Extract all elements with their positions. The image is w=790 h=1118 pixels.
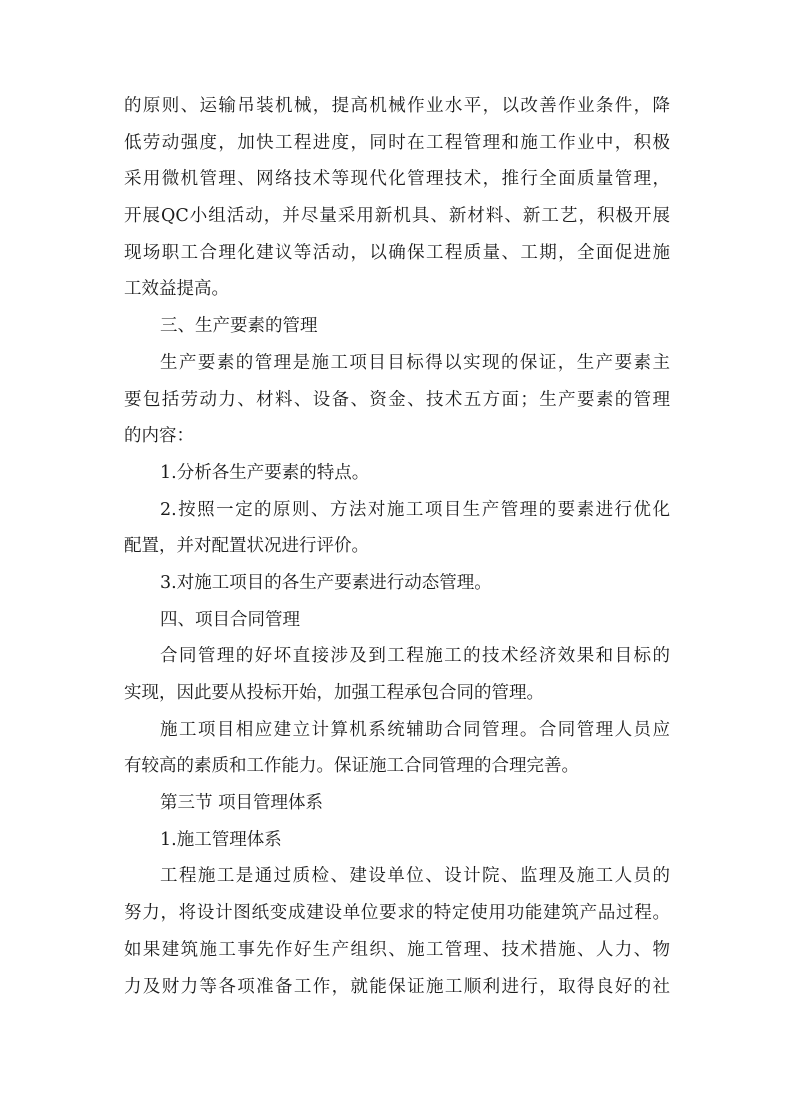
section-heading: 四、项目合同管理 <box>160 609 300 630</box>
text-line: 现场职工合理化建议等活动，以确保工程质量、工期，全面促进施 <box>124 242 670 263</box>
text-line: 的内容： <box>124 426 194 447</box>
list-item: 1.分析各生产要素的特点。 <box>160 462 370 483</box>
text-line: 低劳动强度，加快工程进度，同时在工程管理和施工作业中，积极 <box>124 132 670 153</box>
text-line: 的原则、运输吊装机械，提高机械作业水平，以改善作业条件，降 <box>124 96 670 116</box>
text-line: 配置，并对配置状况进行评价。 <box>124 536 369 557</box>
text-line: 努力，将设计图纸变成建设单位要求的特定使用功能建筑产品过程。 <box>124 903 670 924</box>
text-line: 施工项目相应建立计算机系统辅助合同管理。合同管理人员应 <box>160 719 670 740</box>
text-line: 要包括劳动力、材料、设备、资金、技术五方面；生产要素的管理 <box>124 389 670 410</box>
text-line: 有较高的素质和工作能力。保证施工合同管理的合理完善。 <box>124 756 579 777</box>
subsection-heading: 1.施工管理体系 <box>160 829 282 850</box>
text-line: 开展QC小组活动，并尽量采用新机具、新材料、新工艺，积极开展 <box>124 206 670 227</box>
text-line: 工效益提高。 <box>124 279 229 300</box>
text-line: 采用微机管理、网络技术等现代化管理技术，推行全面质量管理， <box>124 169 670 190</box>
section-heading: 第三节 项目管理体系 <box>160 793 324 814</box>
text-line: 合同管理的好坏直接涉及到工程施工的技术经济效果和目标的 <box>160 646 670 667</box>
list-item: 2.按照一定的原则、方法对施工项目生产管理的要素进行优化 <box>160 499 670 520</box>
section-heading: 三、生产要素的管理 <box>160 316 318 337</box>
text-line: 实现，因此要从投标开始，加强工程承包合同的管理。 <box>124 683 544 703</box>
text-line: 工程施工是通过质检、建设单位、设计院、监理及施工人员的 <box>160 866 670 887</box>
document-page <box>124 88 670 1005</box>
text-line: 如果建筑施工事先作好生产组织、施工管理、技术措施、人力、物 <box>124 939 670 960</box>
text-line: 力及财力等各项准备工作，就能保证施工顺利进行，取得良好的社 <box>124 976 670 997</box>
text-line: 生产要素的管理是施工项目目标得以实现的保证，生产要素主 <box>160 352 670 373</box>
list-item: 3.对施工项目的各生产要素进行动态管理。 <box>160 572 492 593</box>
